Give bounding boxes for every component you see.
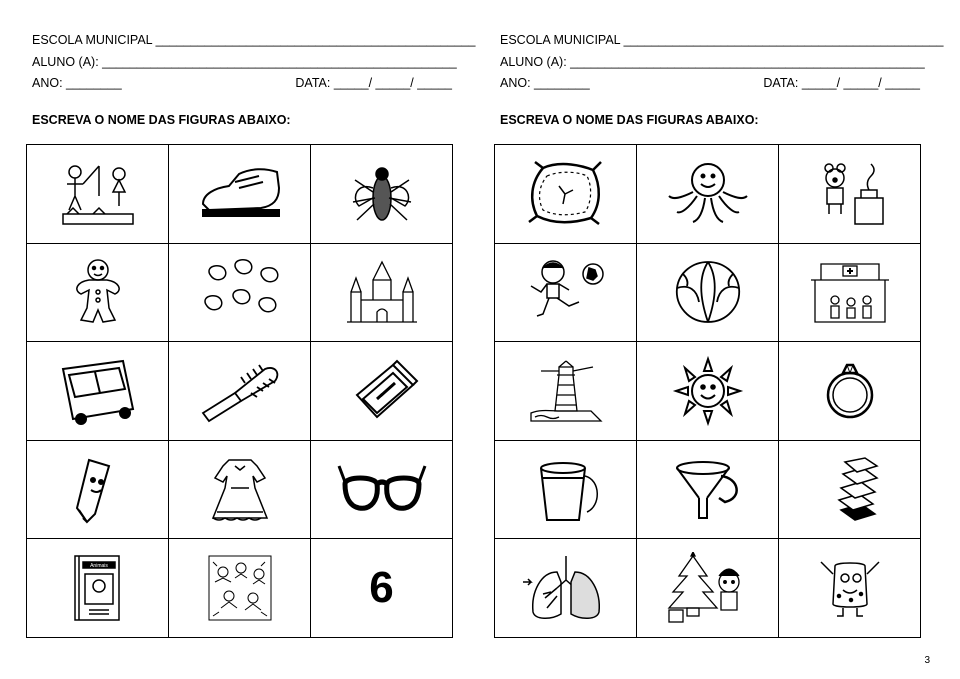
picture-cell: [637, 244, 779, 343]
chestnuts-icon: [195, 256, 285, 328]
year-field: ANO: ________: [500, 76, 590, 90]
picture-cell: [311, 145, 453, 244]
picture-cell: [169, 145, 311, 244]
pillow-icon: [521, 158, 611, 230]
picture-cell: [637, 539, 779, 638]
picture-cell: [311, 342, 453, 441]
funnel-icon: [663, 454, 753, 526]
year-date-line: [32, 76, 452, 90]
picture-cell: [169, 441, 311, 540]
picture-cell: [311, 539, 453, 638]
glasses-icon: [337, 454, 427, 526]
instruction: ESCREVA O NOME DAS FIGURAS ABAIXO:: [500, 113, 759, 127]
picture-cell: [169, 342, 311, 441]
matchbox-icon: [337, 355, 427, 427]
gingerbread-man-icon: [53, 256, 143, 328]
picture-cell: [311, 244, 453, 343]
picture-cell: [779, 539, 921, 638]
hospital-icon: [805, 256, 895, 328]
lettuce-icon: [663, 256, 753, 328]
ring-icon: [805, 355, 895, 427]
number-six: 6: [369, 563, 394, 613]
picture-cell: [495, 244, 637, 343]
sun-icon: [663, 355, 753, 427]
dress-icon: [195, 454, 285, 526]
picture-cell: [779, 441, 921, 540]
picture-cell: [169, 244, 311, 343]
picture-cell: [27, 441, 169, 540]
picture-cell: [495, 145, 637, 244]
lighthouse-icon: [521, 355, 611, 427]
instruction: ESCREVA O NOME DAS FIGURAS ABAIXO:: [32, 113, 291, 127]
year-date-line: [500, 76, 920, 90]
picture-cell: [27, 539, 169, 638]
sponge-icon: [805, 552, 895, 624]
picture-cell: [779, 244, 921, 343]
fishing-kids-icon: [53, 158, 143, 230]
book-title: Animais: [89, 563, 108, 570]
school-line: ESCOLA MUNICIPAL ______________________________________________: [32, 33, 476, 47]
year-field: ANO: ________: [32, 76, 122, 90]
christmas-tree-icon: [663, 552, 753, 624]
picture-cell: [637, 342, 779, 441]
date-field: DATA: _____/ _____/ _____: [295, 76, 452, 90]
soccer-player-icon: [521, 256, 611, 328]
date-field: DATA: _____/ _____/ _____: [763, 76, 920, 90]
crowd-scene-icon: [195, 552, 285, 624]
clown-cake-icon: [805, 158, 895, 230]
picture-cell: [169, 539, 311, 638]
bus-icon: [53, 355, 143, 427]
student-line: ALUNO (A): ___________________________________________________: [32, 55, 457, 69]
pencil-icon: [53, 454, 143, 526]
castle-icon: [337, 256, 427, 328]
picture-cell: [495, 539, 637, 638]
picture-cell: [779, 145, 921, 244]
shoe-icon: [195, 158, 285, 230]
fly-icon: [337, 158, 427, 230]
picture-cell: [779, 342, 921, 441]
picture-cell: [27, 244, 169, 343]
book-icon: [53, 552, 143, 624]
picture-cell: [495, 441, 637, 540]
bucket-icon: [521, 454, 611, 526]
paper-sheets-icon: [805, 454, 895, 526]
school-line: ESCOLA MUNICIPAL ______________________________________________: [500, 33, 944, 47]
picture-cell: [495, 342, 637, 441]
student-line: ALUNO (A): ___________________________________________________: [500, 55, 925, 69]
hairbrush-icon: [195, 355, 285, 427]
page-number: 3: [924, 655, 930, 666]
lungs-icon: [521, 552, 611, 624]
picture-cell: [27, 342, 169, 441]
picture-cell: [311, 441, 453, 540]
picture-grid: [494, 144, 921, 638]
picture-grid: [26, 144, 453, 638]
picture-cell: [637, 441, 779, 540]
picture-cell: [27, 145, 169, 244]
picture-cell: [637, 145, 779, 244]
octopus-icon: [663, 158, 753, 230]
